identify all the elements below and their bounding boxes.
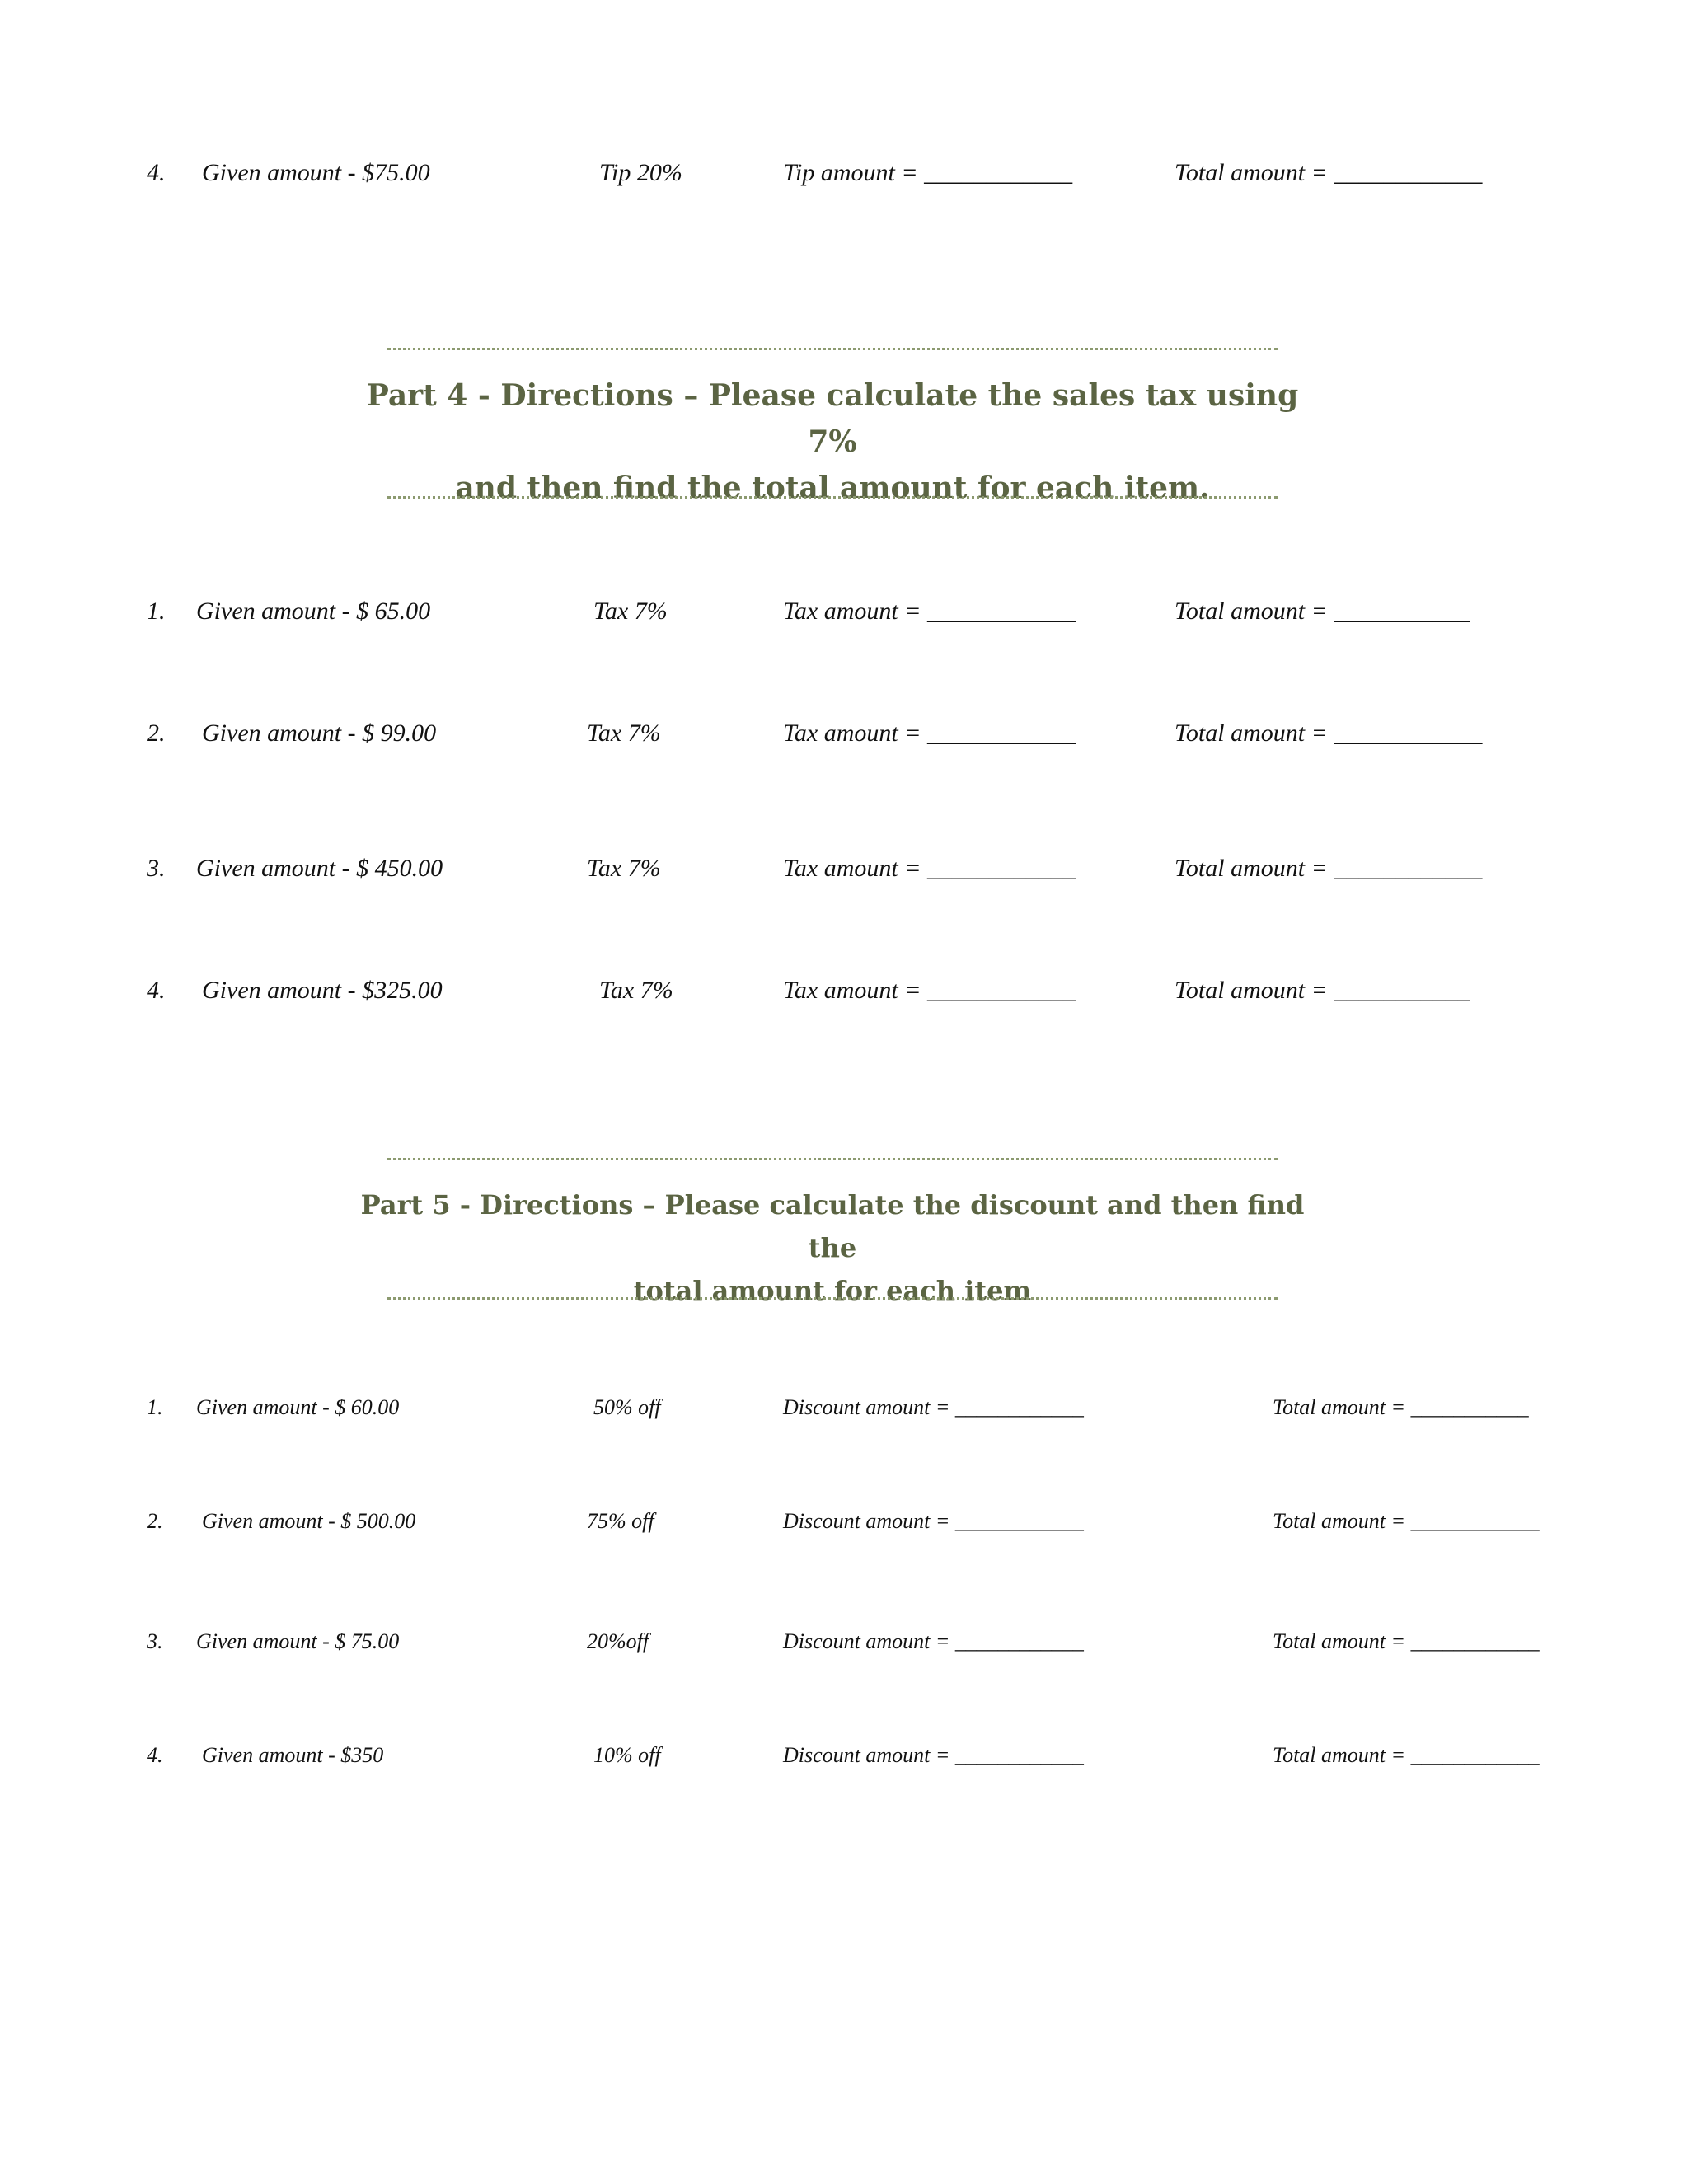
divider-top-part5 [387,1158,1278,1160]
tax-row [0,587,1688,636]
tax-row [0,844,1688,893]
discount-row [0,1617,1688,1666]
row-number: 2. [147,719,166,747]
given-amount: Given amount - $325.00 [202,977,443,1004]
total-field: Total amount = ____________ [1175,855,1483,882]
calc-field: Tax amount = ____________ [783,977,1076,1004]
row-number: 2. [147,1509,163,1533]
divider-bottom-part5 [387,1297,1278,1300]
given-amount: Given amount - $ 65.00 [196,598,431,625]
rate-label: Tax 7% [587,719,661,747]
row-number: 3. [147,1629,163,1653]
calc-field: Discount amount = ____________ [783,1629,1084,1653]
calc-field: Discount amount = ____________ [783,1509,1084,1533]
total-field: Total amount = ___________ [1175,977,1470,1004]
rate-label: 10% off [593,1743,661,1767]
calc-field: Discount amount = ____________ [783,1743,1084,1767]
part5-heading [346,1183,1319,1312]
total-field: Total amount = ___________ [1175,598,1470,625]
rate-label: 75% off [587,1509,654,1533]
total-field: Total amount = ____________ [1273,1629,1540,1653]
row-number: 1. [147,598,166,625]
given-amount: Given amount - $ 75.00 [196,1629,400,1653]
divider-bottom-part4 [387,496,1278,499]
total-field: Total amount = ___________ [1273,1395,1529,1419]
tax-row [0,966,1688,1015]
tip-row-4 [0,148,1688,198]
given-amount: Given amount - $ 450.00 [196,855,443,882]
total-field: Total amount = ____________ [1175,159,1483,186]
rate-label: Tip 20% [599,159,682,186]
given-amount: Given amount - $350 [202,1743,384,1767]
part5-heading-line1: Part 5 - Directions – Please calculate the discount and then find the [360,1189,1305,1263]
calc-field: Tip amount = ____________ [783,159,1073,186]
row-number: 1. [147,1395,163,1419]
calc-field: Tax amount = ____________ [783,855,1076,882]
given-amount: Given amount - $ 99.00 [202,719,437,747]
calc-field: Tax amount = ____________ [783,598,1076,625]
rate-label: Tax 7% [587,855,661,882]
row-number: 3. [147,855,166,882]
row-number: 4. [147,159,166,186]
rate-label: 50% off [593,1395,661,1419]
part5-heading-line2: total amount for each item [633,1275,1032,1306]
given-amount: Given amount - $75.00 [202,159,430,186]
divider-top-part4 [387,348,1278,350]
total-field: Total amount = ____________ [1273,1509,1540,1533]
row-number: 4. [147,1743,163,1767]
discount-row [0,1731,1688,1780]
tax-row [0,709,1688,758]
given-amount: Given amount - $ 60.00 [196,1395,400,1419]
calc-field: Tax amount = ____________ [783,719,1076,747]
total-field: Total amount = ____________ [1175,719,1483,747]
rate-label: Tax 7% [593,598,668,625]
discount-row [0,1383,1688,1432]
calc-field: Discount amount = ____________ [783,1395,1084,1419]
rate-label: Tax 7% [599,977,673,1004]
discount-row [0,1497,1688,1546]
given-amount: Given amount - $ 500.00 [202,1509,416,1533]
part4-heading-line1: Part 4 - Directions – Please calculate the sales tax using 7% [366,378,1299,459]
total-field: Total amount = ____________ [1273,1743,1540,1767]
rate-label: 20%off [587,1629,649,1653]
part4-heading-line2: and then find the total amount for each item. [455,471,1210,505]
row-number: 4. [147,977,166,1004]
part4-heading [346,373,1319,511]
